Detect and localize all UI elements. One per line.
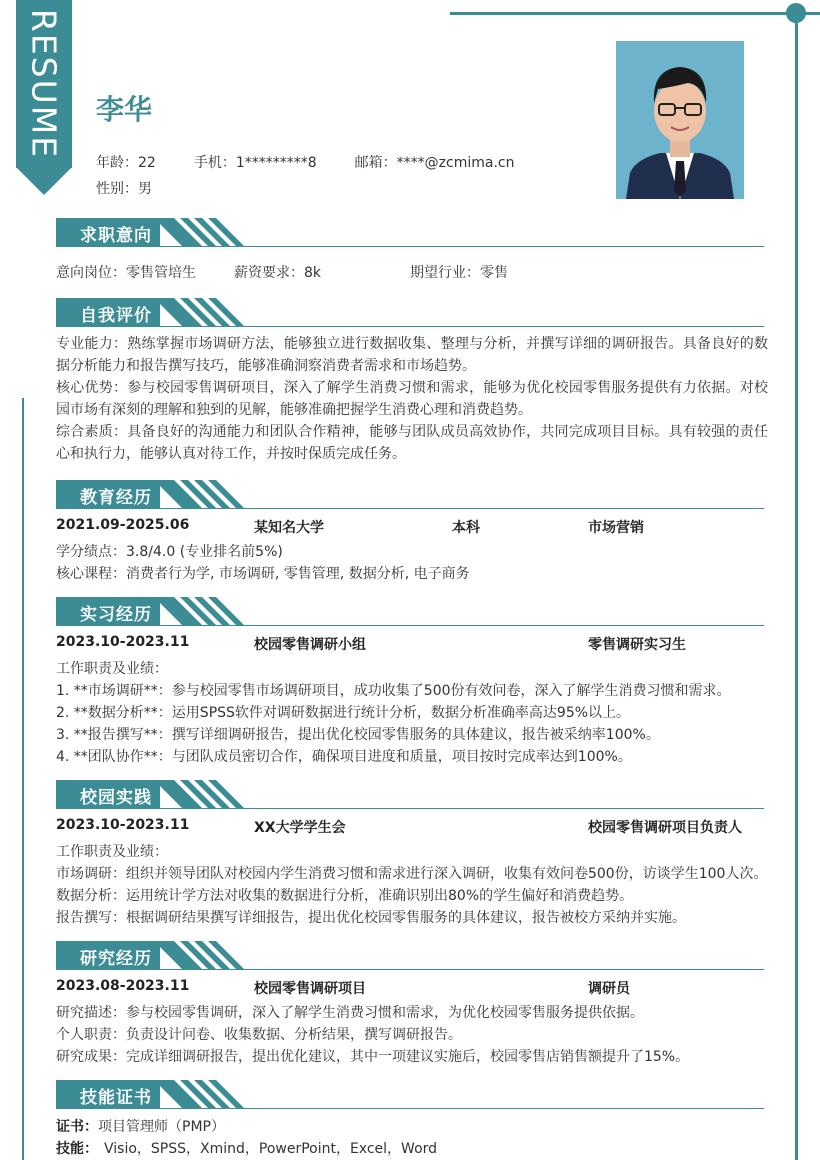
campus-item: 市场调研：组织并领导团队对校园内学生消费习惯和需求进行深入调研，收集有效问卷500份，访谈学生100人次。 (56, 866, 768, 882)
resume-banner-tip (16, 167, 72, 195)
edu-date: 2021.09-2025.06 (56, 517, 190, 533)
email-value: ****@zcmima.cn (396, 155, 515, 171)
section-title: 教育经历 (80, 488, 152, 508)
email-label: 邮箱： (354, 155, 397, 171)
age-value: 22 (138, 155, 156, 171)
research-role: 调研员 (588, 981, 630, 997)
left-decor-line (22, 398, 24, 1160)
self-eval-pro: 专业能力：熟练掌握市场调研方法，能够独立进行数据收集、整理与分析，并撰写详细的调研报告。具备良好的数据分析能力和报告撰写技巧，能够准确洞察消费者需求和市场趋势。 (56, 336, 768, 374)
edu-degree: 本科 (452, 520, 480, 536)
section-stripes (154, 298, 264, 326)
self-eval-core: 核心优势：参与校园零售调研项目，深入了解学生消费习惯和需求，能够为优化校园零售服务提供有力依据。对校园市场有深刻的理解和独到的见解，能够准确把握学生消费心理和消费趋势。 (56, 380, 768, 418)
section-stripes (154, 480, 264, 508)
cert-value: 项目管理师（PMP） (98, 1119, 225, 1135)
skill-label: 技能： (56, 1141, 98, 1157)
edu-gpa: 学分绩点：3.8/4.0 (专业排名前5%) (56, 544, 283, 560)
intent-industry: 期望行业：零售 (410, 265, 508, 281)
section-title: 研究经历 (80, 949, 152, 969)
intern-intro: 工作职责及业绩： (56, 661, 168, 677)
section-header-intent (56, 218, 764, 248)
candidate-name: 李华 (96, 93, 153, 126)
profile-photo (616, 41, 744, 199)
section-header-self (56, 298, 764, 328)
skill-value: Visio，SPSS，Xmind，PowerPoint，Excel，Word (104, 1141, 438, 1157)
section-header-campus (56, 780, 764, 810)
campus-role: 校园零售调研项目负责人 (588, 820, 742, 836)
edu-school: 某知名大学 (254, 520, 324, 536)
campus-item: 数据分析：运用统计学方法对收集的数据进行分析，准确识别出80%的学生偏好和消费趋势。 (56, 888, 634, 904)
section-header-skills (56, 1080, 764, 1110)
intern-item: 3. **报告撰写**：撰写详细调研报告，提出优化校园零售服务的具体建议，报告被采纳率100%。 (56, 727, 660, 743)
research-org: 校园零售调研项目 (254, 981, 366, 997)
campus-date: 2023.10-2023.11 (56, 817, 190, 833)
section-header-intern (56, 597, 764, 627)
gender-row (96, 178, 152, 198)
edu-major: 市场营销 (588, 520, 644, 536)
research-date: 2023.08-2023.11 (56, 978, 190, 994)
gender-label: 性别： (96, 181, 138, 197)
section-stripes (154, 1080, 264, 1108)
edu-courses: 核心课程：消费者行为学, 市场调研, 零售管理, 数据分析, 电子商务 (56, 566, 470, 582)
cert-row (56, 1116, 225, 1136)
research-item: 研究描述：参与校园零售调研，深入了解学生消费习惯和需求，为优化校园零售服务提供依据。 (56, 1005, 644, 1021)
intent-salary: 薪资要求：8k (234, 265, 322, 281)
resume-banner-text: RESUME (24, 8, 64, 160)
intern-item: 2. **数据分析**：运用SPSS软件对调研数据进行统计分析，数据分析准确率高达95%以上。 (56, 705, 631, 721)
contact-row (96, 152, 514, 172)
campus-intro: 工作职责及业绩： (56, 844, 168, 860)
intent-position: 意向岗位：零售管培生 (56, 265, 196, 281)
section-stripes (154, 780, 264, 808)
section-stripes (154, 218, 264, 246)
section-header-research (56, 941, 764, 971)
age-label: 年龄： (96, 155, 138, 171)
research-item: 个人职责：负责设计问卷、收集数据、分析结果，撰写调研报告。 (56, 1027, 462, 1043)
section-stripes (154, 941, 264, 969)
research-item: 研究成果：完成详细调研报告，提出优化建议，其中一项建议实施后，校园零售店销售额提升了15%。 (56, 1049, 690, 1065)
intern-item: 1. **市场调研**：参与校园零售市场调研项目，成功收集了500份有效问卷，深入了解学生消费习惯和需求。 (56, 683, 731, 699)
phone-label: 手机： (193, 155, 236, 171)
section-title: 技能证书 (80, 1088, 152, 1108)
cert-label: 证书： (56, 1119, 98, 1135)
section-title: 校园实践 (80, 788, 152, 808)
section-title: 实习经历 (80, 605, 152, 625)
campus-item: 报告撰写：根据调研结果撰写详细报告，提出优化校园零售服务的具体建议，报告被校方采纳并实施。 (56, 910, 686, 926)
self-eval-general: 综合素质：具备良好的沟通能力和团队合作精神，能够与团队成员高效协作，共同完成项目目标。具有较强的责任心和执行力，能够认真对待工作，并按时保质完成任务。 (56, 424, 768, 462)
phone-value: 1*********8 (235, 155, 317, 171)
section-title: 自我评价 (80, 306, 152, 326)
section-header-edu (56, 480, 764, 510)
section-stripes (154, 597, 264, 625)
right-decor-line (795, 14, 798, 1160)
section-title: 求职意向 (80, 226, 152, 246)
intern-org: 校园零售调研小组 (254, 637, 366, 653)
intern-role: 零售调研实习生 (588, 637, 686, 653)
skill-row (56, 1138, 437, 1158)
campus-org: XX大学学生会 (254, 820, 346, 836)
gender-value: 男 (138, 181, 152, 197)
intern-date: 2023.10-2023.11 (56, 634, 190, 650)
top-decor-line (450, 12, 820, 15)
intern-item: 4. **团队协作**：与团队成员密切合作，确保项目进度和质量，项目按时完成率达到100%。 (56, 749, 632, 765)
